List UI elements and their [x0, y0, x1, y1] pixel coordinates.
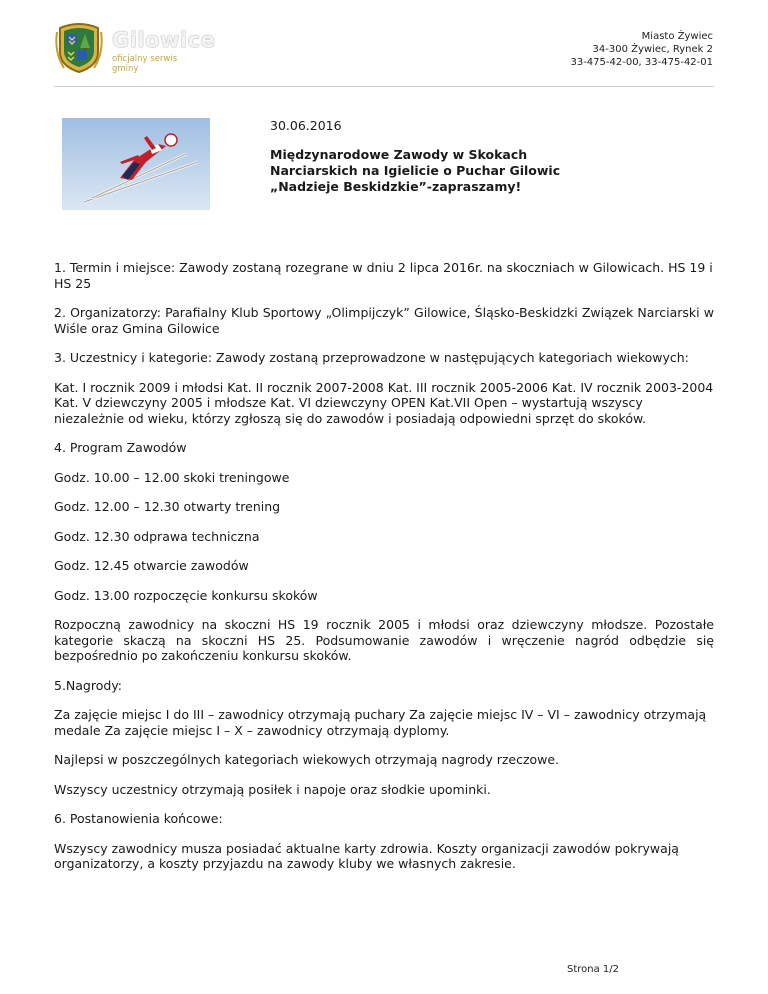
paragraph: Godz. 12.00 – 12.30 otwarty trening	[54, 499, 281, 514]
header-divider	[54, 86, 714, 87]
paragraph: Godz. 10.00 – 12.00 skoki treningowe	[54, 469, 290, 485]
contact-city: Miasto Żywiec	[641, 31, 713, 42]
contact-block	[570, 30, 713, 69]
paragraph: Kat. I rocznik 2009 i młodsi Kat. II rocznik 2007-2008 Kat. III rocznik 2005-2006 Kat. IV rocznik 2003-2004 Kat. V dziewczyny 2005 i młodsze Kat. VI dziewczyny OPEN Kat.VII Open – wystartują wszyscy niezależnie od wieku, którzy zgłoszą się do zawodów i posiadają odpowiedni sprzęt do skoków.	[54, 379, 714, 426]
logo-name: Gilowice	[112, 28, 216, 52]
paragraph: Najlepsi w poszczególnych kategoriach wiekowych otrzymają nagrody rzeczowe.	[54, 752, 560, 767]
paragraph: Rozpoczną zawodnicy na skoczni HS 19 rocznik 2005 i młodsi oraz dziewczyny młodsze. Pozostałe kategorie skaczą na skoczni HS 25. Podsumowanie zawodów i wręczenie nagród odbędzie się bezpośrednio po zakończeniu konkursu skoków.	[54, 617, 714, 663]
contact-address: 34-300 Żywiec, Rynek 2	[592, 44, 713, 55]
paragraph: Godz. 12.45 otwarcie zawodów	[54, 558, 249, 573]
paragraph: 2. Organizatorzy: Parafialny Klub Sportowy „Olimpijczyk” Gilowice, Śląsko-Beskidzki Związek Narciarski w Wiśle oraz Gmina Gilowice	[54, 305, 714, 336]
paragraph: 6. Postanowienia końcowe:	[54, 811, 223, 826]
article-title: Międzynarodowe Zawody w Skokach Narciarskich na Igielicie o Puchar Gilowic „Nadzieje Beskidzkie”-zapraszamy!	[270, 147, 561, 194]
article-body	[54, 260, 714, 886]
logo-tagline: oficjalny serwis gminy	[112, 54, 178, 74]
paragraph: Wszyscy zawodnicy musza posiadać aktualne karty zdrowia. Koszty organizacji zawodów pokrywają organizatorzy, a koszty przyjazdu na zawody kluby we własnych zakresie.	[54, 840, 679, 871]
article-date: 30.06.2016	[270, 118, 342, 133]
paragraph: Wszyscy uczestnicy otrzymają posiłek i napoje oraz słodkie upominki.	[54, 781, 491, 797]
paragraph: 1. Termin i miejsce: Zawody zostaną rozegrane w dniu 2 lipca 2016r. na skoczniach w Gilowicach. HS 19 i HS 25	[54, 260, 713, 291]
paragraph: 5.Nagrody:	[54, 677, 123, 693]
paragraph: Godz. 12.30 odprawa techniczna	[54, 528, 260, 544]
page-number: Strona 1/2	[567, 964, 620, 975]
paragraph: 4. Program Zawodów	[54, 440, 187, 455]
paragraph: 3. Uczestnicy i kategorie: Zawody zostaną przeprowadzone w następujących kategoriach wiekowych:	[54, 350, 689, 365]
gilowice-coat-of-arms-icon	[54, 22, 104, 74]
article-photo	[62, 118, 210, 210]
ski-jumper-photo-icon	[62, 118, 210, 210]
site-logo[interactable]	[54, 22, 216, 74]
paragraph: Za zajęcie miejsc I do III – zawodnicy otrzymają puchary Za zajęcie miejsc IV – VI – zawodnicy otrzymają medale Za zajęcie miejsc I – X – zawodnicy otrzymają dyplomy.	[54, 707, 707, 738]
contact-phones: 33-475-42-00, 33-475-42-01	[570, 57, 713, 68]
paragraph: Godz. 13.00 rozpoczęcie konkursu skoków	[54, 587, 318, 603]
